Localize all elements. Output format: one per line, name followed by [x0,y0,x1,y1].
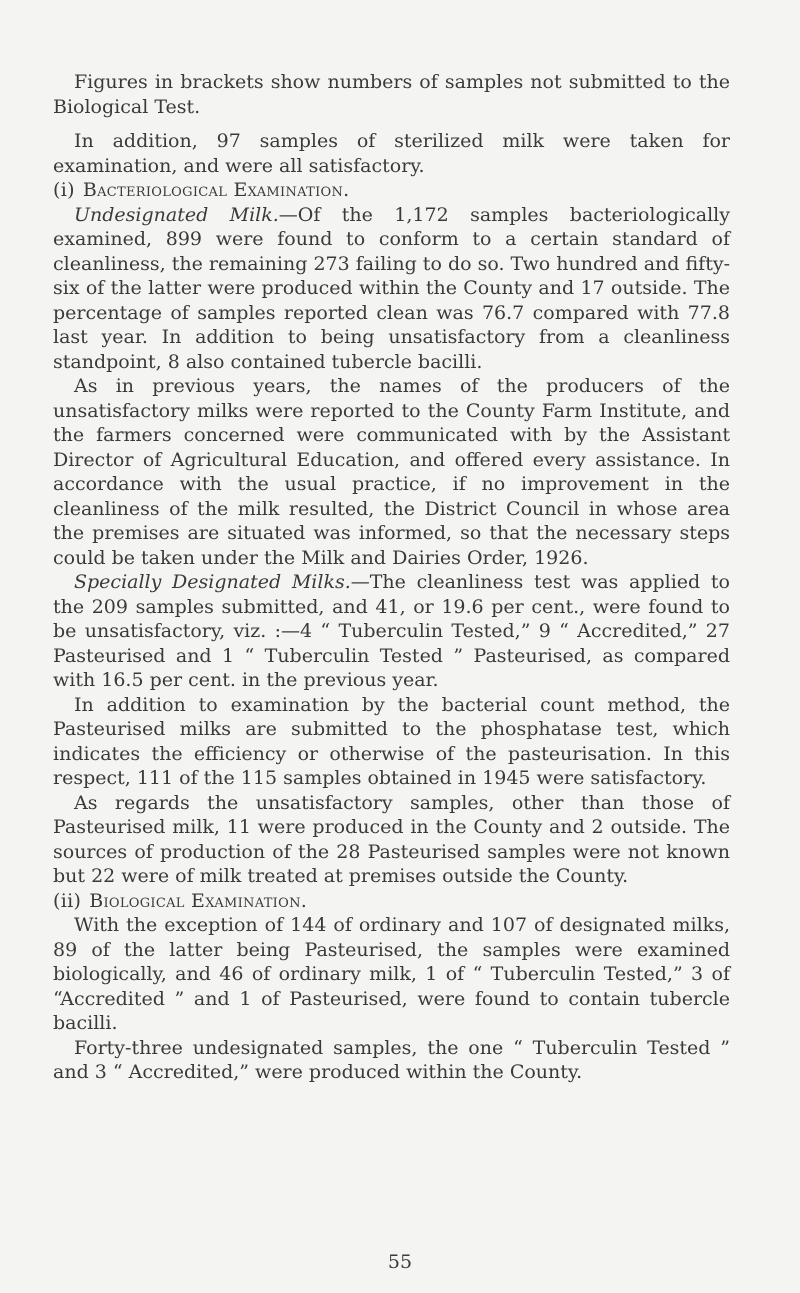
section-title: Bacteriological Examination. [82,179,350,201]
paragraph-figures-note: Figures in brackets show numbers of samples not submitted to the Biological Test. [53,71,730,118]
paragraph-biological-results: With the exception of 144 of ordinary and 107 of designated milks, 89 of the latter being Pasteurised, the samples were examined biologically, and 46 of ordinary milk, 1 of “ Tuberculin Tested,” 3 of “Accredited ” and 1 of Pasteurised, were found to contain tubercle bacilli. [53,914,730,1034]
paragraph-unsatisfactory-samples: As regards the unsatisfactory samples, other than those of Pasteurised milk, 11 were produced in the County and 2 outside. The sources of production of the 28 Pasteurised samples were not known but 22 were of milk treated at premises outside the County. [53,791,730,887]
paragraph-unsatisfactory-producers: As in previous years, the names of the producers of the unsatisfactory milks were reported to the County Farm Institute, and the farmers concerned were communicated with by the Assistant Director of Agricultural Education, and offered every assistance. In accordance with the usual practice, if no improvement in the cleanliness of the milk resulted, the District Council in whose area the premises are situated was informed, so that the necessary steps could be taken under the Milk and Dairies Order, 1926. [53,375,730,569]
paragraph-sterilized-milk: In addition, 97 samples of sterilized milk were taken for examination, and were all satisfactory. [53,130,730,177]
paragraph-undesignated-milk [53,203,730,375]
section-number: (i) [53,179,75,201]
section-heading-biological [53,889,730,914]
paragraph-county-production: Forty-three undesignated samples, the one “ Tuberculin Tested ” and 3 “ Accredited,” were produced within the County. [53,1036,730,1083]
paragraph-body: —Of the 1,172 samples bacteriologically examined, 899 were found to conform to a certain standard of cleanliness, the remaining 273 failing to do so. Two hundred and fifty-six of the latter were produced within the County and 17 outside. The percentage of samples reported clean was 76.7 compared with 77.8 last year. In addition to being unsatisfactory from a cleanliness standpoint, 8 also contained tubercle bacilli. [53,203,730,373]
section-title: Biological Examination. [89,889,308,912]
page-number: 55 [387,1251,413,1273]
section-heading-bacteriological [53,178,730,203]
paragraph-body: —The cleanliness test was applied to the 209 samples submitted, and 41, or 19.6 per cent., were found to be unsatisfactory, viz. :—4 “ Tuberculin Tested,” 9 “ Accredited,” 27 Pasteurised and 1 “ Tuberculin Tested ” Pasteurised, as compared with 16.5 per cent. in the previous year. [53,571,730,691]
section-number: (ii) [53,889,82,912]
paragraph-lead-in: Undesignated Milk. [74,203,279,226]
paragraph-phosphatase-test: In addition to examination by the bacterial count method, the Pasteurised milks are submitted to the phosphatase test, which indicates the efficiency or otherwise of the pasteurisation. In this respect, 111 of the 115 samples obtained in 1945 were satisfactory. [53,693,730,789]
paragraph-lead-in: Specially Designated Milks. [74,571,351,593]
paragraph-specially-designated [53,570,730,693]
